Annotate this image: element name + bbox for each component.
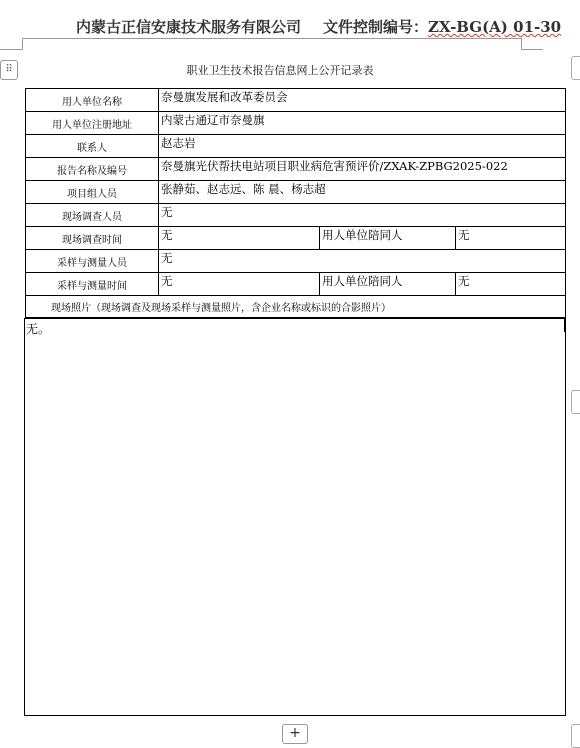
row-label: 项目组人员 <box>26 181 159 204</box>
table-row <box>26 250 566 273</box>
row-value[interactable]: 内蒙古通辽市奈曼旗 <box>159 112 566 135</box>
row-value[interactable]: 无 <box>159 204 566 227</box>
crop-mark-right-h <box>521 49 543 50</box>
table-row <box>26 227 566 250</box>
accomp-value[interactable]: 无 <box>456 273 566 296</box>
doc-control-code: ZX-BG(A) 01-30 <box>428 18 562 36</box>
accomp-value[interactable]: 无 <box>456 227 566 250</box>
doc-control-label: 文件控制编号： <box>323 18 429 36</box>
table-row <box>26 158 566 181</box>
document-header <box>76 16 561 37</box>
right-scroll-handle-top[interactable] <box>571 56 580 80</box>
row-label: 用人单位名称 <box>26 89 159 112</box>
row-label: 联系人 <box>26 135 159 158</box>
photo-content[interactable]: 无。 <box>26 322 51 336</box>
header-rule <box>22 38 522 39</box>
table-row <box>26 135 566 158</box>
table-row <box>26 181 566 204</box>
row-label: 用人单位注册地址 <box>26 112 159 135</box>
move-handle-icon[interactable]: ⠿ <box>0 60 18 80</box>
form-title: 职业卫生技术报告信息网上公开记录表 <box>186 64 374 77</box>
row-value[interactable]: 无 <box>159 227 320 250</box>
row-label: 采样与测量时间 <box>26 273 159 296</box>
row-label: 采样与测量人员 <box>26 250 159 273</box>
accomp-label: 用人单位陪同人 <box>320 227 456 250</box>
table-row <box>26 273 566 296</box>
crop-mark-left-h <box>0 49 22 50</box>
table-row <box>26 296 566 318</box>
row-label: 报告名称及编号 <box>26 158 159 181</box>
text-cursor <box>564 318 566 332</box>
add-row-button[interactable]: + <box>282 724 308 744</box>
table-row <box>26 204 566 227</box>
table-row <box>26 89 566 112</box>
photo-area[interactable] <box>24 318 566 716</box>
photo-section-label: 现场照片（现场调查及现场采样与测量照片，含企业名称或标识的合影照片） <box>26 296 566 318</box>
company-name: 内蒙古正信安康技术服务有限公司 <box>76 18 302 36</box>
row-label: 现场调查时间 <box>26 227 159 250</box>
row-value[interactable]: 赵志岩 <box>159 135 566 158</box>
row-value[interactable]: 奈曼旗发展和改革委员会 <box>159 89 566 112</box>
row-value[interactable]: 无 <box>159 273 320 296</box>
table-row <box>26 112 566 135</box>
right-scroll-handle-mid[interactable] <box>571 390 580 414</box>
row-value[interactable]: 张静茹、赵志远、陈 晨、杨志超 <box>159 181 566 204</box>
row-value[interactable]: 无 <box>159 250 566 273</box>
row-label: 现场调查人员 <box>26 204 159 227</box>
record-table <box>25 88 566 318</box>
crop-mark-left <box>22 38 23 50</box>
row-value[interactable]: 奈曼旗光伏帮扶电站项目职业病危害预评价/ZXAK-ZPBG2025-022 <box>159 158 566 181</box>
accomp-label: 用人单位陪同人 <box>320 273 456 296</box>
right-scroll-handle-bottom[interactable] <box>571 724 580 748</box>
